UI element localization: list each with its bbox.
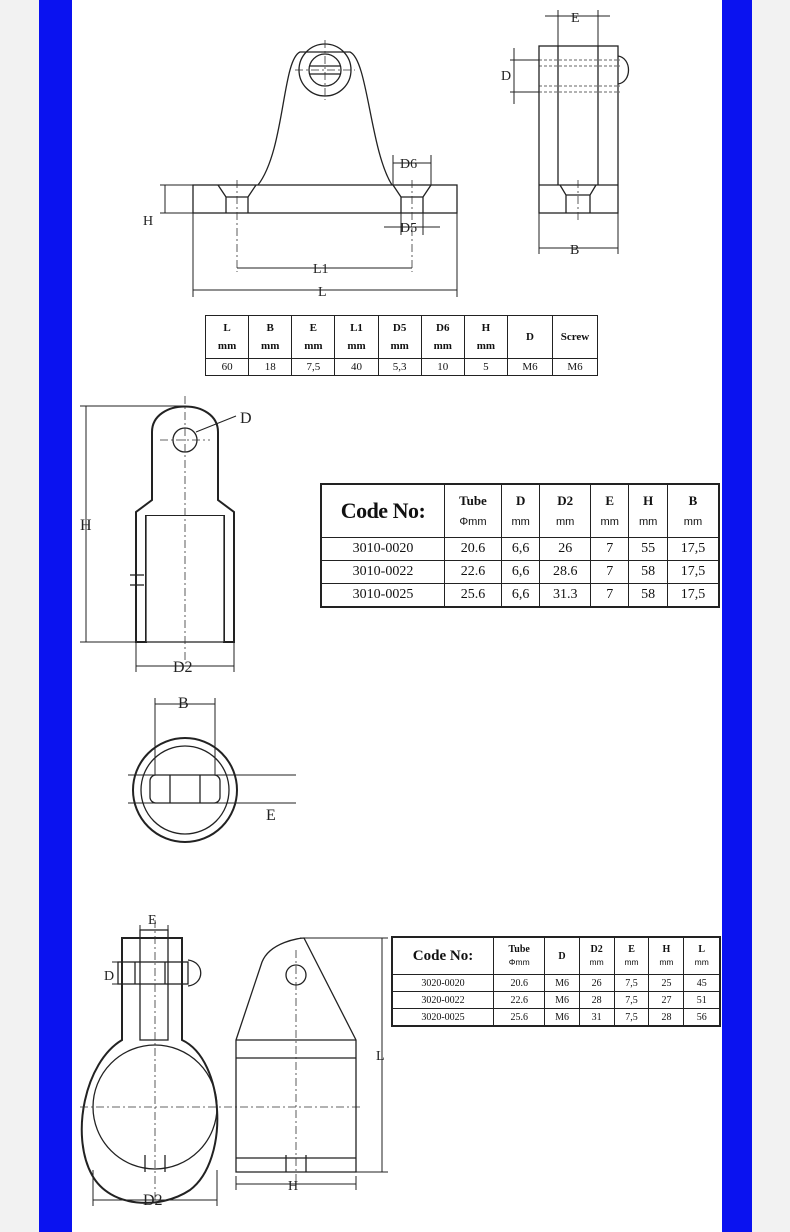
table-cell: 28 bbox=[579, 992, 614, 1009]
label-e: E bbox=[571, 11, 580, 26]
col-header: D bbox=[508, 316, 553, 359]
table-cell: M6 bbox=[545, 992, 579, 1009]
col-header: D mm bbox=[501, 484, 539, 538]
label-h: H bbox=[288, 1179, 299, 1194]
col-header: H mm bbox=[629, 484, 667, 538]
label-e: E bbox=[266, 807, 276, 824]
label-d: D bbox=[104, 969, 115, 984]
label-d: D bbox=[240, 410, 252, 427]
table-row bbox=[392, 1009, 720, 1027]
col-header: Tube Φmm bbox=[494, 937, 545, 975]
col-header: L mm bbox=[684, 937, 720, 975]
table-cell: 10 bbox=[421, 359, 464, 376]
table-cell: 20.6 bbox=[494, 975, 545, 992]
col-header: E mm bbox=[292, 316, 335, 359]
table-header-row bbox=[206, 316, 598, 359]
table-cell: 31.3 bbox=[540, 584, 591, 608]
table-cell: 7,5 bbox=[292, 359, 335, 376]
table-cell: 60 bbox=[206, 359, 249, 376]
table-cell: 3020-0025 bbox=[392, 1009, 494, 1027]
top-cap-bottom-view bbox=[128, 695, 296, 842]
table-cell: 17,5 bbox=[667, 538, 719, 561]
table-cell: 22.6 bbox=[445, 561, 502, 584]
clamp-section-view bbox=[80, 913, 360, 1209]
table-cell: 55 bbox=[629, 538, 667, 561]
table-cell: 45 bbox=[684, 975, 720, 992]
col-header: D2 mm bbox=[579, 937, 614, 975]
table-cell: 7,5 bbox=[614, 975, 649, 992]
table-row bbox=[206, 359, 598, 376]
table-cell: 22.6 bbox=[494, 992, 545, 1009]
table-cell: 51 bbox=[684, 992, 720, 1009]
table-cell: 26 bbox=[540, 538, 591, 561]
table-row bbox=[321, 561, 719, 584]
label-d5: D5 bbox=[400, 221, 418, 236]
table-row bbox=[321, 584, 719, 608]
table-cell: M6 bbox=[508, 359, 553, 376]
table-cell: 26 bbox=[579, 975, 614, 992]
label-l: L bbox=[376, 1049, 385, 1064]
table-cell: 6,6 bbox=[501, 561, 539, 584]
label-d: D bbox=[501, 69, 512, 84]
drawing-tube-clamp bbox=[0, 900, 390, 1220]
table-cell: 7 bbox=[590, 561, 628, 584]
label-h: H bbox=[80, 517, 92, 534]
label-d2: D2 bbox=[173, 659, 193, 676]
hinge-side-view bbox=[501, 10, 629, 258]
table-cell: 56 bbox=[684, 1009, 720, 1027]
table-cell: 25.6 bbox=[445, 584, 502, 608]
table-cell: M6 bbox=[545, 1009, 579, 1027]
table-cell: 18 bbox=[249, 359, 292, 376]
table-header-row bbox=[392, 937, 720, 975]
table-cell: 5 bbox=[464, 359, 507, 376]
table-cell: 3020-0022 bbox=[392, 992, 494, 1009]
table-cell: 3020-0020 bbox=[392, 975, 494, 992]
table-cell: 7 bbox=[590, 584, 628, 608]
table-cell: 6,6 bbox=[501, 584, 539, 608]
table-cell: 17,5 bbox=[667, 561, 719, 584]
label-d2: D2 bbox=[143, 1192, 163, 1209]
drawing-top-cap bbox=[0, 390, 330, 860]
col-header-code: Code No: bbox=[321, 484, 445, 538]
drawing-deck-hinge bbox=[0, 0, 790, 310]
hinge-spec-table bbox=[205, 315, 598, 376]
table-cell: 28.6 bbox=[540, 561, 591, 584]
label-l1: L1 bbox=[313, 262, 329, 277]
col-header: D2 mm bbox=[540, 484, 591, 538]
table-cell: 25.6 bbox=[494, 1009, 545, 1027]
clamp-side-view bbox=[236, 938, 388, 1194]
col-header: D5 mm bbox=[378, 316, 421, 359]
table-cell: 20.6 bbox=[445, 538, 502, 561]
table-cell: 31 bbox=[579, 1009, 614, 1027]
table-cell: 7 bbox=[590, 538, 628, 561]
col-header: L1 mm bbox=[335, 316, 378, 359]
table-cell: 17,5 bbox=[667, 584, 719, 608]
col-header: H mm bbox=[464, 316, 507, 359]
table-row bbox=[321, 538, 719, 561]
table-row bbox=[392, 975, 720, 992]
label-l: L bbox=[318, 285, 327, 300]
table-cell: 7,5 bbox=[614, 992, 649, 1009]
col-header: E mm bbox=[614, 937, 649, 975]
table-cell: 58 bbox=[629, 561, 667, 584]
label-h: H bbox=[143, 214, 154, 229]
table-row bbox=[392, 992, 720, 1009]
col-header: Tube Φmm bbox=[445, 484, 502, 538]
col-header: D6 mm bbox=[421, 316, 464, 359]
hinge-front-view bbox=[143, 40, 457, 300]
table-cell: 7,5 bbox=[614, 1009, 649, 1027]
table-cell: 3010-0020 bbox=[321, 538, 445, 561]
col-header: Screw bbox=[553, 316, 598, 359]
col-header: B mm bbox=[249, 316, 292, 359]
col-header: H mm bbox=[649, 937, 684, 975]
table-cell: 58 bbox=[629, 584, 667, 608]
top-cap-spec-table bbox=[320, 483, 720, 608]
table-cell: 40 bbox=[335, 359, 378, 376]
table-cell: 27 bbox=[649, 992, 684, 1009]
table-cell: M6 bbox=[553, 359, 598, 376]
table-cell: 3010-0025 bbox=[321, 584, 445, 608]
col-header-code: Code No: bbox=[392, 937, 494, 975]
col-header: B mm bbox=[667, 484, 719, 538]
table-cell: 5,3 bbox=[378, 359, 421, 376]
label-e: E bbox=[148, 913, 157, 928]
table-cell: 6,6 bbox=[501, 538, 539, 561]
label-b: B bbox=[178, 695, 189, 712]
table-cell: 25 bbox=[649, 975, 684, 992]
col-header: L mm bbox=[206, 316, 249, 359]
label-b: B bbox=[570, 243, 580, 258]
table-header-row bbox=[321, 484, 719, 538]
table-cell: 28 bbox=[649, 1009, 684, 1027]
col-header: E mm bbox=[590, 484, 628, 538]
table-cell: M6 bbox=[545, 975, 579, 992]
label-d6: D6 bbox=[400, 157, 418, 172]
tube-clamp-spec-table bbox=[391, 936, 721, 1027]
col-header: D bbox=[545, 937, 579, 975]
top-cap-section-view bbox=[80, 396, 252, 676]
table-cell: 3010-0022 bbox=[321, 561, 445, 584]
